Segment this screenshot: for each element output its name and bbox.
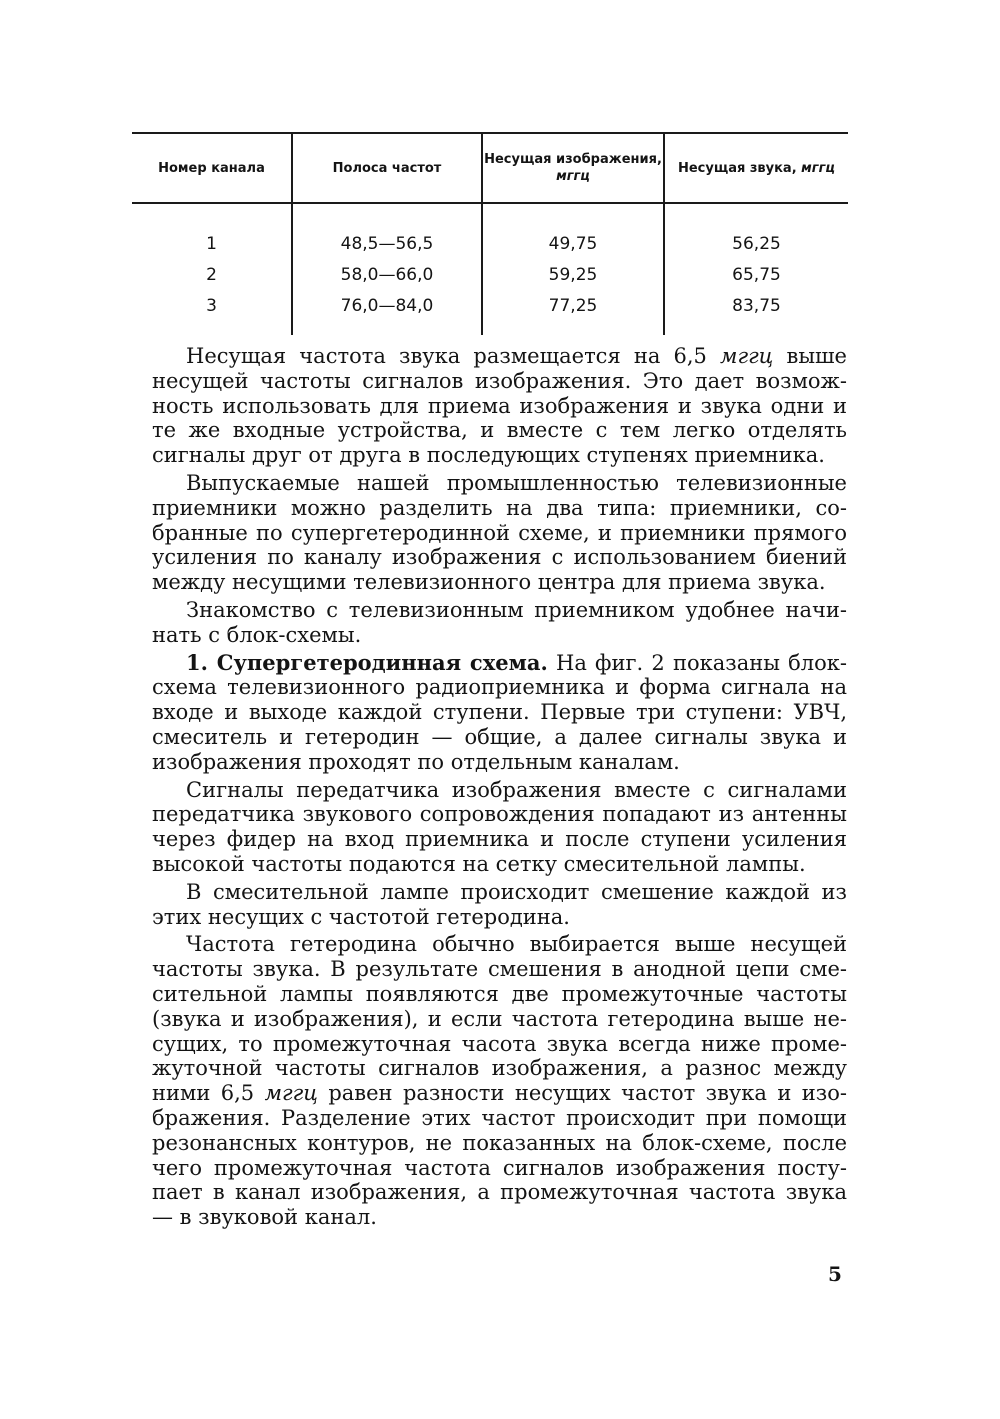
cell-audio: 56,25 [664,203,848,259]
cell-channel: 1 [206,233,217,254]
paragraph-receiver-types: Выпускаемые нашей промышленностью телевизионные приемники можно разделить на два типа: приемники, собранные по супергетеродинной схеме, и приемники прямого усиления по каналу изображения с использованием биений между несущими телевизионного центра для приема звука. [152,470,847,595]
header-band: Полоса частот [292,133,482,203]
body-text [152,344,847,1233]
table-header-row [132,133,848,203]
cell-audio: 65,75 [664,259,848,290]
paragraph-intermediate-frequency: Частота гетеродина обычно выбирается выше несущей частоты звука. В результате смешения в анодной цепи смесительной лампы появляются две промежуточные частоты (звука и изображения), и если частота гетеродина выше несущих, то промежуточная часота звука всегда ниже промежуточной частоты сигналов изображения, а разнос между ними 6,5 мггц равен разности несущих частот звука и изображения. Разделение этих частот происходит при помощи резонансных контуров, не показанных на блок-схеме, после чего промежуточная частота сигналов изображения поступает в канал изображения, а промежуточная частота звука — в звуковой канал. [152,932,847,1230]
section-heading: 1. Супергетеродинная схема. [186,649,548,675]
table-row [132,290,848,335]
header-channel: Номер канала [132,133,292,203]
table-row [132,259,848,290]
cell-audio: 83,75 [664,290,848,335]
header-audio-carrier: Несущая звука, мггц [664,133,848,203]
cell-channel: 2 [206,264,217,285]
cell-video: 77,25 [482,290,664,335]
paragraph-mixer: В смесительной лампе происходит смешение каждой из этих несущих с частотой гетеродина. [152,879,847,929]
cell-video: 59,25 [482,259,664,290]
page-number: 5 [828,1262,842,1286]
cell-channel: 3 [206,295,217,316]
cell-video: 49,75 [482,203,664,259]
paragraph-block-diagram-intro: Знакомство с телевизионным приемником удобнее начинать с блок-схемы. [152,597,847,647]
paragraph-carrier-spacing: Несущая частота звука размещается на 6,5 мггц выше несущей частоты сигналов изображения. Это дает возможность использовать для приема изображения и звука одни и те же входные устройства, и вместе с тем легко отделять сигналы друг от друга в последующих ступенях приемника. [152,344,847,468]
cell-band: 76,0—84,0 [292,290,482,335]
paragraph-transmitter-signals: Сигналы передатчика изображения вместе с сигналами передатчика звукового сопровождения попадают из антенны через фидер на вход приемника и после ступени усиления высокой частоты подаются на сетку смесительной лампы. [152,777,847,876]
header-video-carrier: Несущая изображения, мггц [482,133,664,203]
cell-band: 58,0—66,0 [292,259,482,290]
cell-band: 48,5—56,5 [292,203,482,259]
channel-frequency-table [132,132,848,335]
table-row [132,203,848,259]
paragraph-superheterodyne: 1. Супергетеродинная схема. На фиг. 2 показаны блок-схема телевизионного радиоприемника и форма сигнала на входе и выходе каждой ступени. Первые три ступени: УВЧ, смеситель и гетеродин — общие, а далее сигналы звука и изображения проходят по отдельным каналам. [152,649,848,774]
